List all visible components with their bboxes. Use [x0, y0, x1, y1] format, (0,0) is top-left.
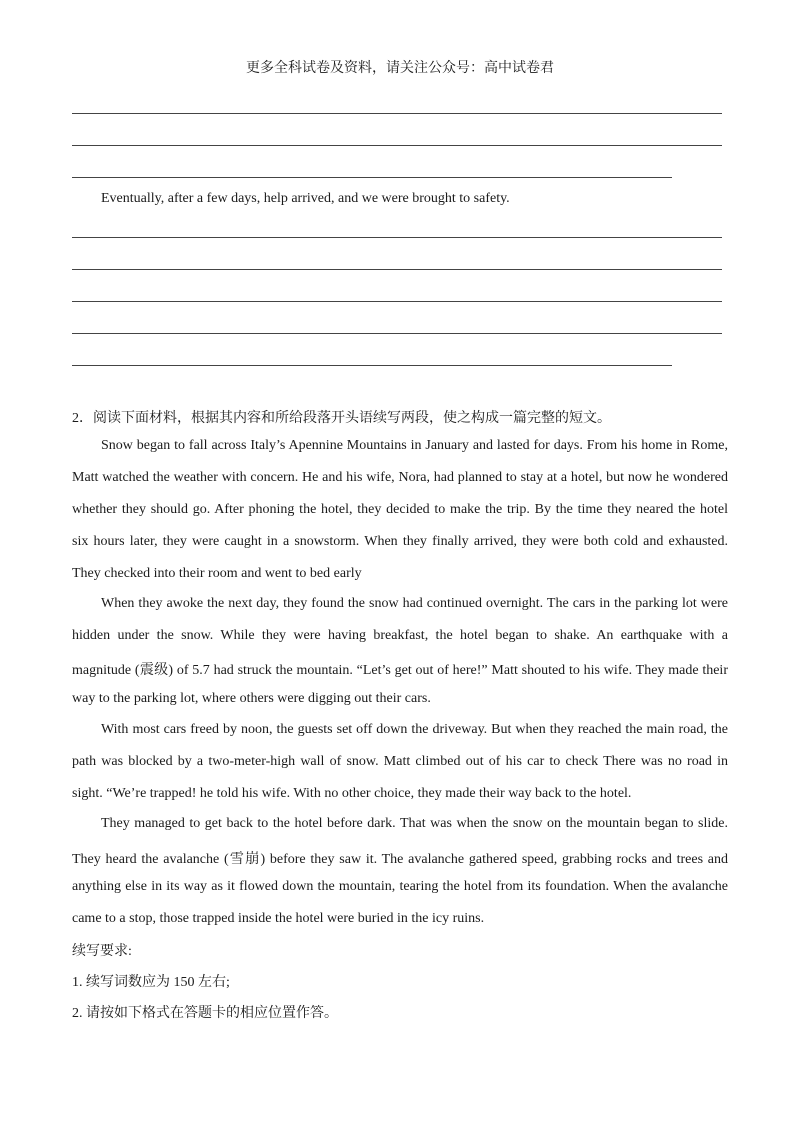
answer-line — [72, 365, 672, 366]
paragraph-line: They heard the avalanche (雪崩) before they saw it. The avalanche gathered speed, grabbing rocks and trees and — [72, 852, 728, 867]
answer-line — [72, 145, 722, 146]
paragraph-line: six hours later, they were caught in a snowstorm. When they finally arrived, they were both cold and exhausted. — [72, 534, 728, 549]
answer-line — [72, 177, 672, 178]
answer-line — [72, 301, 722, 302]
paragraph-line: path was blocked by a two-meter-high wall of snow. Matt climbed out of his car to check There was no road in — [72, 754, 728, 769]
ending-sentence: Eventually, after a few days, help arrived, and we were brought to safety. — [101, 191, 510, 206]
question-2-prompt: 2．阅读下面材料，根据其内容和所给段落开头语续写两段，使之构成一篇完整的短文。 — [72, 411, 611, 426]
paragraph-line: came to a stop, those trapped inside the hotel were buried in the icy ruins. — [72, 911, 485, 926]
paragraph-line: Matt watched the weather with concern. He and his wife, Nora, had planned to stay at a hotel, but now he wondered — [72, 470, 728, 485]
answer-line — [72, 269, 722, 270]
paragraph-line: They checked into their room and went to bed early — [72, 566, 362, 581]
answer-line — [72, 113, 722, 114]
page-header: 更多全科试卷及资料，请关注公众号：高中试卷君 — [246, 61, 554, 76]
paragraph-line: way to the parking lot, where others were digging out their cars. — [72, 691, 431, 706]
paragraph-line: hidden under the snow. While they were having breakfast, the hotel began to shake. An earthquake with a — [72, 628, 728, 643]
requirement-item: 1. 续写词数应为 150 左右; — [72, 975, 230, 990]
paragraph-line: magnitude (震级) of 5.7 had struck the mountain. “Let’s get out of here!” Matt shouted to his wife. They made their — [72, 663, 728, 678]
paragraph-line: sight. “We’re trapped! he told his wife. With no other choice, they made their way back to the hotel. — [72, 786, 632, 801]
requirements-title: 续写要求: — [72, 944, 132, 959]
paragraph-line: Snow began to fall across Italy’s Apennine Mountains in January and lasted for days. From his home in Rome, — [101, 438, 728, 453]
paragraph-line: whether they should go. After phoning the hotel, they decided to make the trip. By the time they neared the hotel — [72, 502, 728, 517]
requirement-item: 2. 请按如下格式在答题卡的相应位置作答。 — [72, 1006, 338, 1021]
answer-line — [72, 237, 722, 238]
answer-line — [72, 333, 722, 334]
paragraph-line: They managed to get back to the hotel before dark. That was when the snow on the mountain began to slide. — [101, 816, 728, 831]
paragraph-line: When they awoke the next day, they found the snow had continued overnight. The cars in the parking lot were — [101, 596, 728, 611]
paragraph-line: anything else in its way as it flowed down the mountain, tearing the hotel from its foundation. When the avalanche — [72, 879, 728, 894]
paragraph-line: With most cars freed by noon, the guests set off down the driveway. But when they reached the main road, the — [101, 722, 728, 737]
